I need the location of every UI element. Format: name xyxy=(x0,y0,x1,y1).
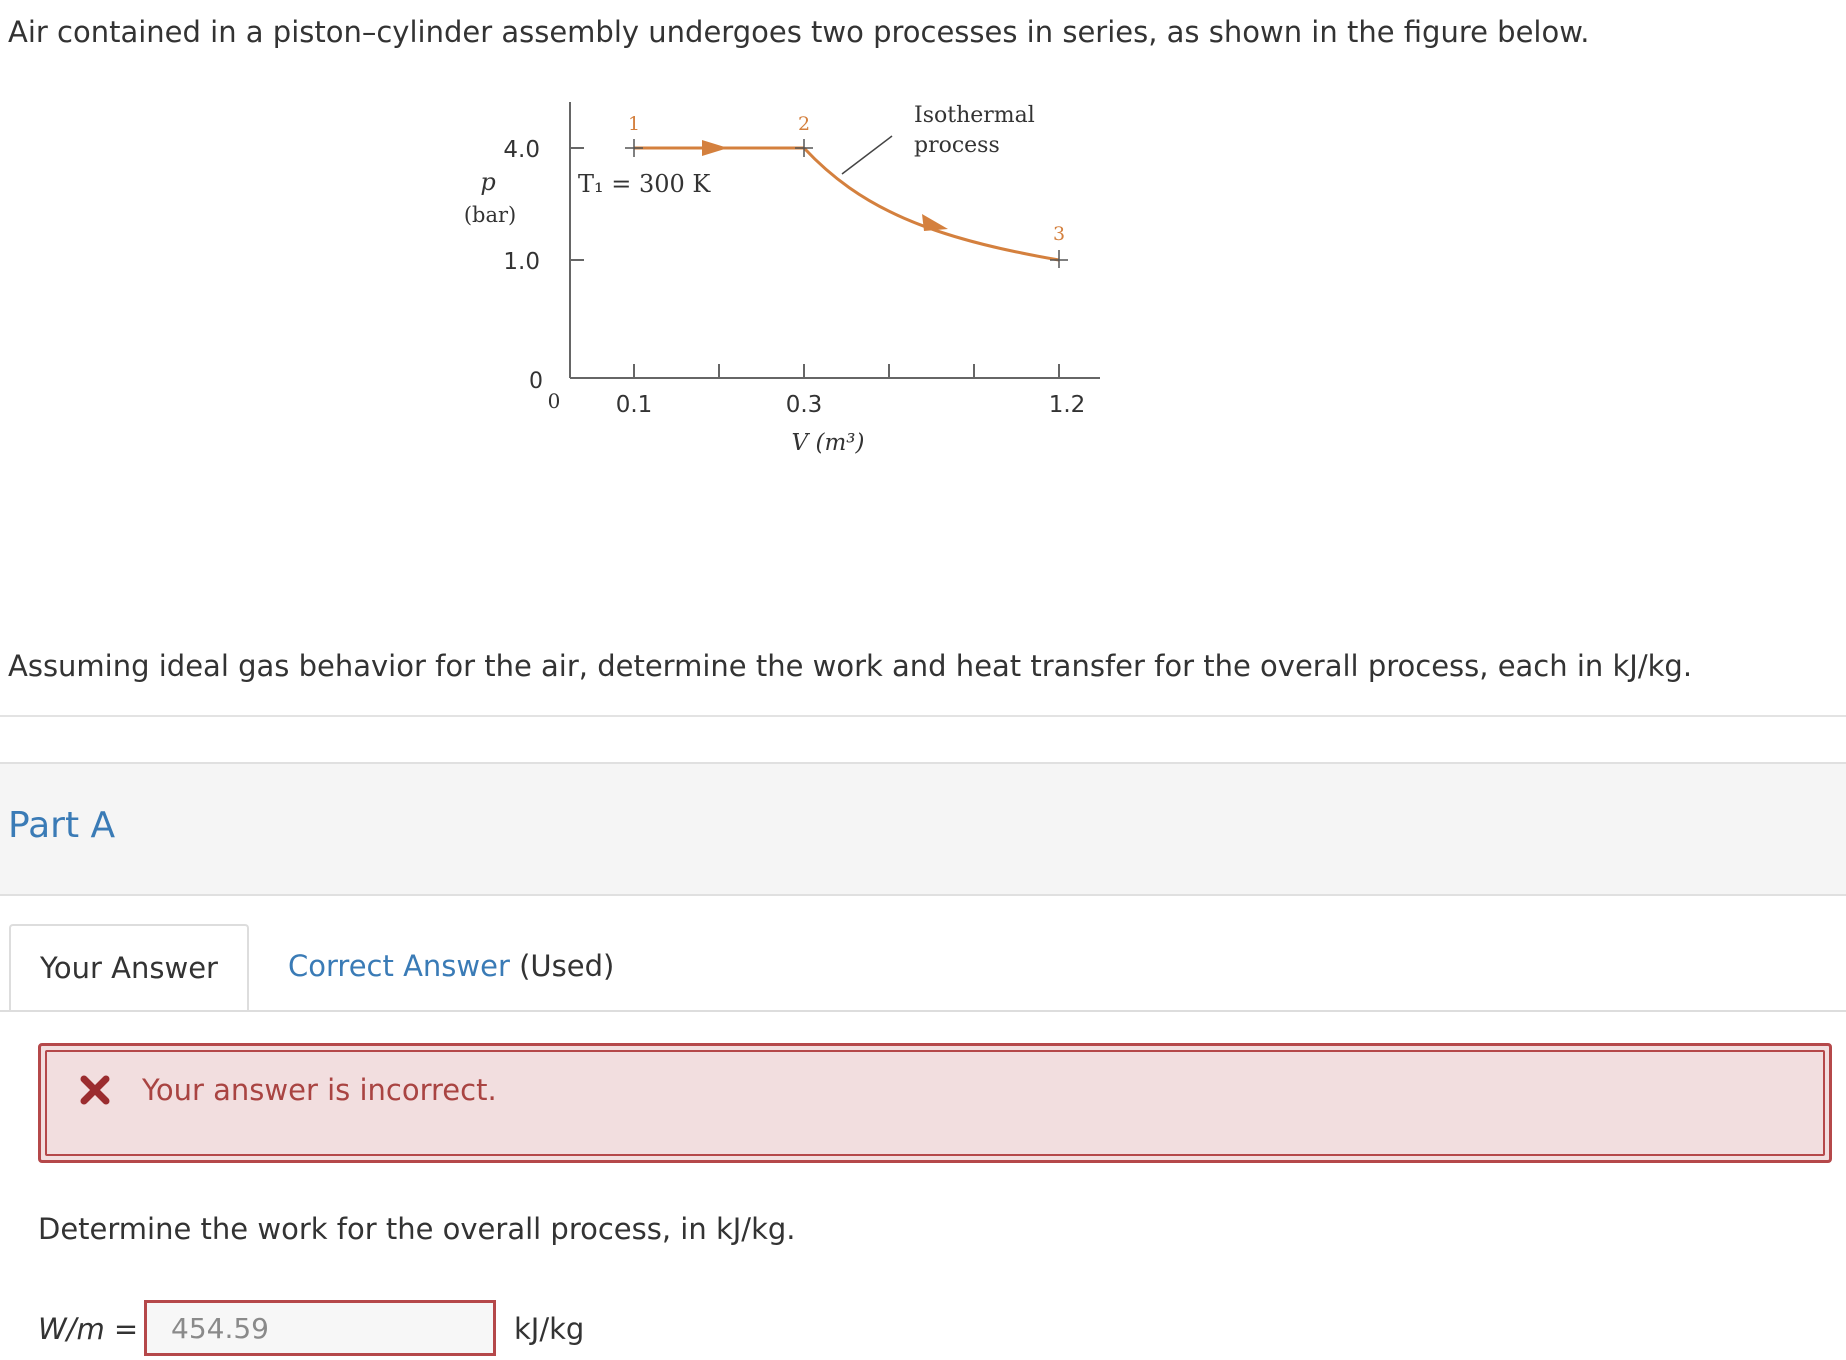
correct-answer-suffix: (Used) xyxy=(519,949,615,983)
isothermal-label-line1: Isothermal xyxy=(914,103,1035,128)
state-2-label: 2 xyxy=(797,113,811,135)
x-tick-label-0.3: 0.3 xyxy=(785,392,823,418)
isothermal-label-line2: process xyxy=(914,133,1000,158)
y-axis-unit: (bar) xyxy=(463,203,517,227)
divider xyxy=(0,715,1846,717)
state-3-label: 3 xyxy=(1052,223,1066,245)
feedback-box xyxy=(38,1043,1832,1163)
correct-answer-link[interactable]: Correct Answer xyxy=(288,949,510,983)
x-axis-label: V (m³) xyxy=(791,430,865,456)
state-1-label: 1 xyxy=(627,113,641,135)
answer-unit: kJ/kg xyxy=(514,1312,585,1346)
isothermal-leader-line xyxy=(842,136,892,174)
x-tick-label-0.1: 0.1 xyxy=(615,392,653,418)
state-1-marker xyxy=(625,139,643,157)
y-tick-label-4: 4.0 xyxy=(503,137,540,163)
temperature-label: T₁ = 300 K xyxy=(578,170,711,198)
process-1-2-arrow xyxy=(702,140,728,156)
answer-label: W/m = xyxy=(38,1312,139,1346)
answer-tabs xyxy=(0,924,1846,1012)
answer-input[interactable] xyxy=(144,1300,496,1356)
answer-row xyxy=(38,1300,938,1360)
origin-y-label: 0 xyxy=(529,369,543,394)
feedback-text: Your answer is incorrect. xyxy=(142,1073,497,1107)
part-title: Part A xyxy=(8,805,116,846)
tab-correct-answer[interactable] xyxy=(288,924,614,1010)
problem-question: Assuming ideal gas behavior for the air, determine the work and heat transfer for the overall process, each in kJ/kg. xyxy=(8,649,1693,683)
problem-intro: Air contained in a piston–cylinder assembly undergoes two processes in series, as shown in the figure below. xyxy=(8,15,1590,49)
x-tick-label-1.2: 1.2 xyxy=(1048,392,1086,418)
part-header xyxy=(0,762,1846,896)
process-2-3-curve xyxy=(804,148,1059,260)
y-axis-label: p xyxy=(480,168,496,196)
incorrect-x-icon xyxy=(79,1074,111,1106)
pv-diagram xyxy=(463,90,1360,550)
y-tick-label-1: 1.0 xyxy=(503,249,540,275)
origin-x-label: 0 xyxy=(547,389,561,413)
subquestion: Determine the work for the overall process, in kJ/kg. xyxy=(38,1212,796,1246)
process-2-3-arrow xyxy=(922,214,948,231)
tab-your-answer[interactable]: Your Answer xyxy=(9,924,249,1010)
pv-diagram-svg xyxy=(463,90,1360,550)
